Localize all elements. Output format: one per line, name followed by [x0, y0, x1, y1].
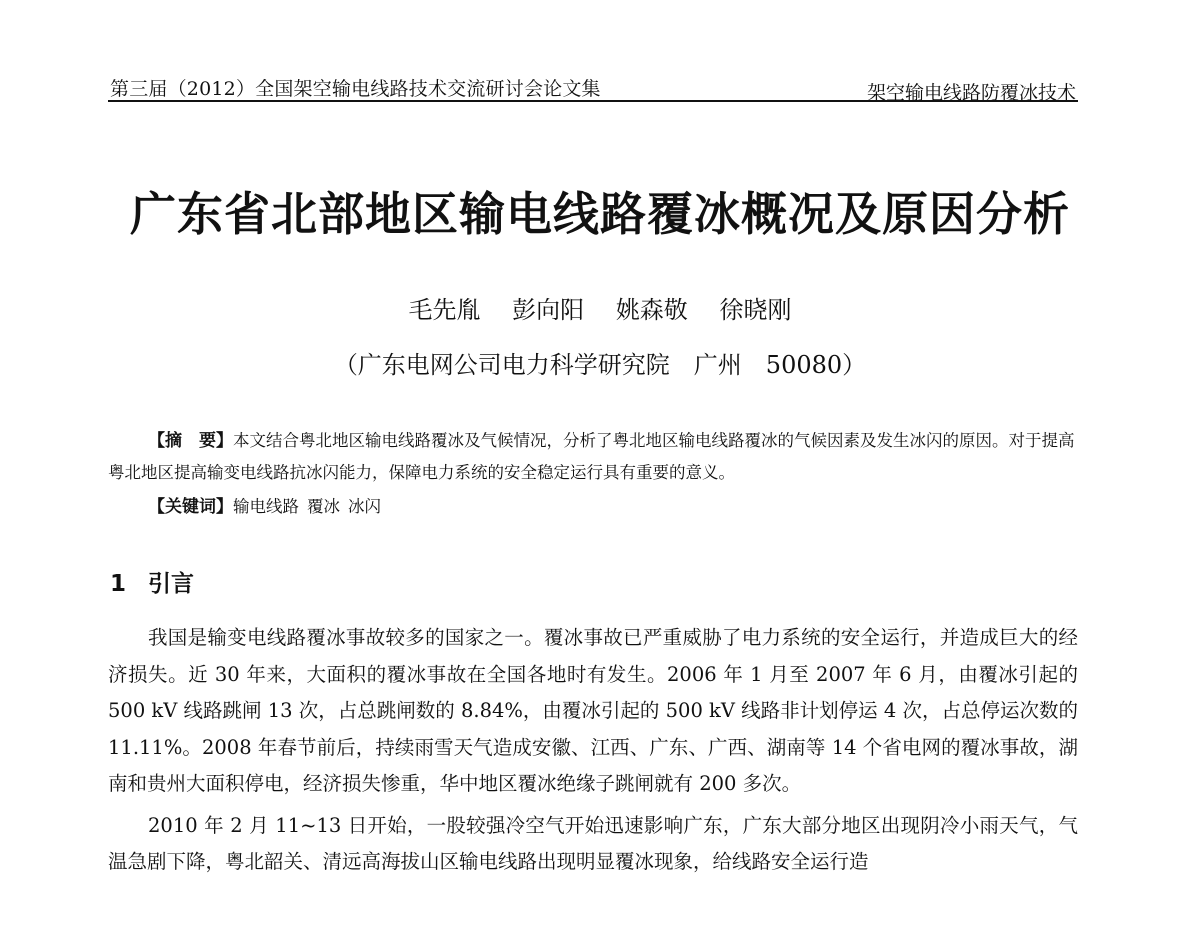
- abstract-label: 【摘 要】: [148, 431, 233, 451]
- running-header-left: 第三届（2012）全国架空输电线路技术交流研讨会论文集: [110, 78, 601, 100]
- keywords-block: [148, 492, 381, 517]
- author-name: 姚森敬: [615, 296, 688, 324]
- body-paragraph: 2010 年 2 月 11~13 日开始，一股较强冷空气开始迅速影响广东，广东大部分地区出现阴冷小雨天气，气温急剧下降，粤北韶关、清远高海拔山区输电线路出现明显覆冰现象，给线路安全运行造: [108, 813, 1078, 873]
- section-number: 1: [110, 571, 127, 597]
- keywords-label: 【关键词】: [148, 497, 233, 517]
- body-text: [108, 620, 1078, 886]
- author-name: 毛先胤: [408, 296, 481, 324]
- keyword: 冰闪: [348, 497, 381, 516]
- author-affiliation: （广东电网公司电力科学研究院 广州 50080）: [333, 351, 867, 379]
- running-header-right: 架空输电线路防覆冰技术: [866, 82, 1076, 104]
- section-title: 引言: [148, 571, 195, 597]
- header-divider: [108, 100, 1078, 102]
- keyword: 覆冰: [307, 497, 340, 516]
- section-heading: [110, 565, 194, 598]
- author-list: [0, 290, 1200, 325]
- paper-title: 广东省北部地区输电线路覆冰概况及原因分析: [130, 187, 1070, 241]
- author-name: 彭向阳: [512, 296, 585, 324]
- author-name: 徐晓刚: [719, 296, 792, 324]
- keyword: 输电线路: [233, 497, 299, 516]
- abstract-text: 本文结合粤北地区输电线路覆冰及气候情况，分析了粤北地区输电线路覆冰的气候因素及发生冰闪的原因。对于提高粤北地区提高输变电线路抗冰闪能力，保障电力系统的安全稳定运行具有重要的意义。: [108, 431, 1075, 482]
- body-paragraph: 我国是输变电线路覆冰事故较多的国家之一。覆冰事故已严重威胁了电力系统的安全运行，并造成巨大的经济损失。近 30 年来，大面积的覆冰事故在全国各地时有发生。2006 年 1 月至 2007 年 6 月，由覆冰引起的 500 kV 线路跳闸 13 次，占总跳闸数的 8.84%，由覆冰引起的 500 kV 线路非计划停运 4 次，占总停运次数的 11.11%。2008 年春节前后，持续雨雪天气造成安徽、江西、广东、广西、湖南等 14 个省电网的覆冰事故，湖南和贵州大面积停电，经济损失惨重，华中地区覆冰绝缘子跳闸就有 200 多次。: [108, 626, 1078, 795]
- abstract-block: [108, 425, 1078, 489]
